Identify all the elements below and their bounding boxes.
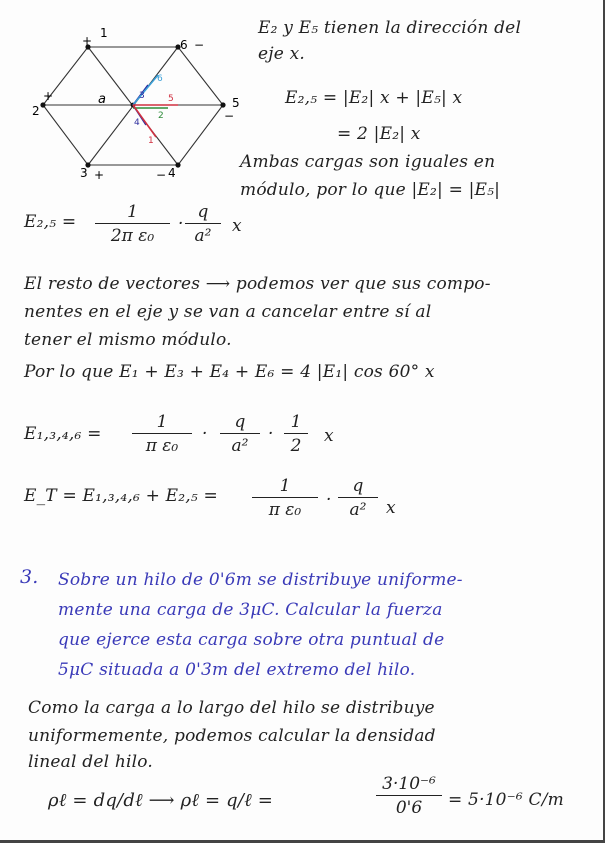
charge-dot-4 — [175, 162, 180, 167]
eq1-lhs: E₂,₅ = — [24, 212, 77, 232]
solution-line-2: uniformemente, podemos calcular la densidad — [28, 726, 436, 746]
solution-density-lhs: ρℓ = dq/dℓ ⟶ ρℓ = q/ℓ = — [48, 790, 274, 811]
eq2-den2: a² — [231, 436, 249, 456]
eq2-frac3 — [284, 412, 308, 456]
para-line-3: tener el mismo módulo. — [24, 330, 232, 350]
problem-line-2: mente una carga de 3μC. Calcular la fuerza — [58, 600, 443, 620]
solution-density-den: 0'6 — [395, 798, 423, 818]
eq2-frac1 — [132, 412, 192, 456]
eq2-num2: q — [220, 412, 260, 434]
eq2-num: 1 — [132, 412, 192, 434]
vector-label-4: 4 — [134, 118, 140, 128]
vector-label-2: 2 — [158, 111, 164, 121]
charge-label-2: 2 — [32, 104, 40, 118]
text-line-6: módulo, por lo que |E₂| = |E₅| — [240, 180, 501, 200]
eq1-dot: · — [178, 214, 184, 234]
charge-sign-1: + — [82, 34, 93, 48]
eq1-den2: a² — [194, 226, 212, 246]
solution-density-frac — [376, 774, 442, 818]
eq3-x: x — [386, 498, 396, 518]
para-line-2: nentes en el eje y se van a cancelar entre sí al — [24, 302, 432, 322]
eq2-dot2: · — [268, 424, 274, 444]
charge-sign-5: − — [224, 109, 235, 123]
eq3-num2: q — [338, 476, 378, 498]
eq1-x: x — [232, 216, 242, 236]
charge-dot-2 — [40, 102, 45, 107]
para-line-4: Por lo que E₁ + E₃ + E₄ + E₆ = 4 |E₁| cos 60° x — [24, 362, 435, 382]
eq2-den3: 2 — [290, 436, 302, 456]
eq1-frac2 — [185, 202, 221, 246]
text-line-5: Ambas cargas son iguales en — [240, 152, 496, 172]
solution-density-result: = 5·10⁻⁶ C/m — [448, 790, 564, 810]
eq1-num: 1 — [95, 202, 170, 224]
eq3-den2: a² — [349, 500, 367, 520]
problem-line-3: que ejerce esta carga sobre otra puntual de — [58, 630, 445, 650]
solution-line-3: lineal del hilo. — [28, 752, 154, 772]
eq3-frac1 — [252, 476, 318, 520]
charge-label-6: 6 — [180, 38, 188, 52]
vector-label-1: 1 — [148, 136, 154, 146]
vector-label-5: 5 — [168, 94, 174, 104]
charge-sign-4: − — [156, 168, 167, 182]
charge-sign-3: + — [94, 168, 105, 182]
eq3-num: 1 — [252, 476, 318, 498]
eq2-den: π ε₀ — [145, 436, 179, 456]
charge-label-4: 4 — [168, 166, 176, 180]
eq1-frac1 — [95, 202, 170, 246]
eq2-num3: 1 — [284, 412, 308, 434]
eq3-dot: · — [326, 490, 332, 510]
charge-label-5: 5 — [232, 96, 240, 110]
eq2-lhs: E₁,₃,₄,₆ = — [24, 424, 102, 444]
problem-line-1: Sobre un hilo de 0'6m se distribuye uniforme- — [58, 570, 463, 590]
eq2-dot: · — [202, 424, 208, 444]
eq2-frac2 — [220, 412, 260, 456]
eq3-den: π ε₀ — [268, 500, 302, 520]
vector-e6 — [133, 75, 158, 105]
problem-number: 3. — [20, 566, 39, 588]
charge-label-1: 1 — [100, 26, 108, 40]
vector-label-3: 3 — [139, 91, 145, 101]
text-line-1: E₂ y E₅ tienen la dirección del — [258, 18, 522, 38]
charge-dot-5 — [220, 102, 225, 107]
charge-sign-2: + — [43, 89, 54, 103]
eq3-frac2 — [338, 476, 378, 520]
side-label-a: a — [98, 92, 106, 107]
problem-line-4: 5μC situada a 0'3m del extremo del hilo. — [58, 660, 416, 680]
eq3-lhs: E_T = E₁,₃,₄,₆ + E₂,₅ = — [24, 486, 218, 506]
text-line-2: eje x. — [258, 44, 305, 64]
text-line-4: = 2 |E₂| x — [337, 124, 421, 144]
eq1-num2: q — [185, 202, 221, 224]
hexagon-charge-diagram — [18, 25, 248, 205]
charge-label-3: 3 — [80, 166, 88, 180]
eq1-den: 2π ε₀ — [110, 226, 155, 246]
text-line-3: E₂,₅ = |E₂| x + |E₅| x — [285, 88, 463, 108]
eq2-x: x — [324, 426, 334, 446]
solution-density-num: 3·10⁻⁶ — [376, 774, 442, 796]
solution-line-1: Como la carga a lo largo del hilo se distribuye — [28, 698, 435, 718]
charge-sign-6: − — [194, 38, 205, 52]
vector-label-6: 6 — [157, 74, 163, 84]
para-line-1: El resto de vectores ⟶ podemos ver que sus compo- — [24, 274, 491, 294]
